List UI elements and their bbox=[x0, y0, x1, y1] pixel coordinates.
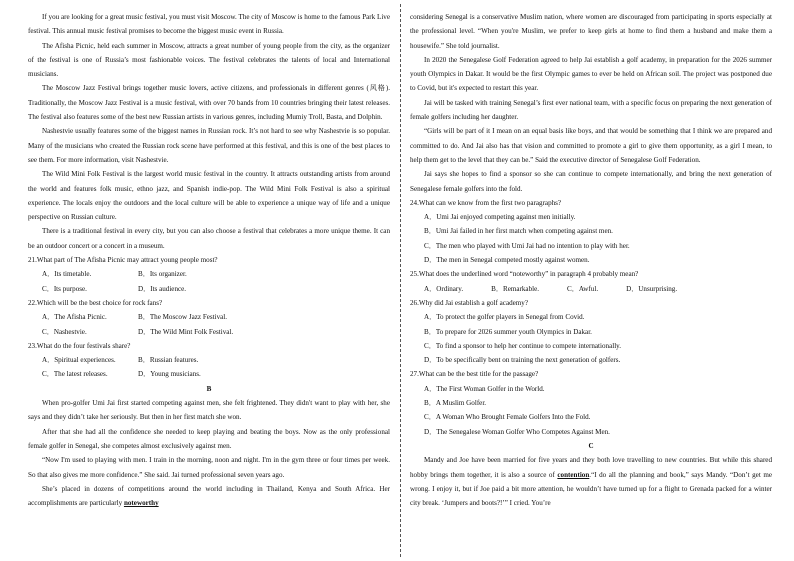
passage-a-paragraph-3: The Moscow Jazz Festival brings together music lovers, active citizens, and professionals in different genres (风格). Traditionally, the Moscow Jazz Festival is a music festival, with over 70 bands from 10 countries bringing their latest releases. The festival also features some of the best new Russian artists in various genres, including Mumiy Troll, Basta, and Dolphin. bbox=[28, 84, 390, 122]
question-21-options-2 bbox=[28, 282, 390, 296]
question-26-option-b: B．To prepare for 2026 summer youth Olympics in Dakar. bbox=[424, 327, 592, 336]
question-22-option-c: C．Nashestvie. bbox=[42, 327, 87, 336]
question-21-option-b: B．Its organizer. bbox=[138, 270, 187, 279]
passage-a-paragraph-5: The Wild Mini Folk Festival is the largest world music festival in the country. It attracts outstanding artists from around the world and features folk music, ethno jazz, and Spanish indie-pop. The Wild Mini Folk Festival is also a spiritual experience. The locals enjoy the outdoors and the local culture will be able to experience a unique way of life and a unique perspective on Russian culture. bbox=[28, 170, 390, 222]
underlined-word-noteworthy: noteworthy bbox=[123, 499, 159, 508]
question-27-stem: 27.What can be the best title for the passage? bbox=[410, 370, 539, 379]
passage-b-paragraph-8: Jai says she hopes to find a sponsor so she can continue to compete internationally, and bring the next generation of Senegalese female golfers into the fold. bbox=[410, 170, 772, 193]
question-21-stem: 21.What part of The Afisha Picnic may attract young people most? bbox=[28, 256, 218, 265]
question-25-option-d: D．Unsurprising. bbox=[626, 284, 678, 293]
question-25-option-b: B．Remarkable. bbox=[491, 284, 540, 293]
passage-c-before: Mandy and Joe have been married for five years and they both love travelling to new countries. But while this shared hobby brings them together, it is also a source of bbox=[410, 456, 772, 479]
question-24-option-c: C．The men who played with Umi Jai had no intention to play with her. bbox=[424, 241, 630, 250]
question-26-stem: 26.Why did Jai establish a golf academy? bbox=[410, 298, 528, 307]
section-c-heading: C bbox=[588, 441, 594, 450]
passage-b-paragraph-1: When pro-golfer Umi Jai first started competing against men, she felt frightened. They didn't want to play with her, she says and they didn’t take her seriously. But then in her first match she won. bbox=[28, 399, 390, 422]
question-24-option-a: A．Umi Jai enjoyed competing against men initially. bbox=[424, 213, 576, 222]
question-27-option-b: B．A Muslim Golfer. bbox=[424, 399, 487, 408]
column-divider bbox=[400, 4, 401, 557]
question-21-option-a: A．Its timetable. bbox=[42, 270, 92, 279]
question-22-options bbox=[28, 310, 390, 324]
passage-a-paragraph-4: Nashestvie usually features some of the biggest names in Russian rock. It’s not hard to see why Nashestvie is so popular. Many of the musicians who created the Russian rock scene have performed at this festival, and this is one of the best places to see them. For more information, visit Nashestvie. bbox=[28, 127, 390, 164]
question-27-option-d: D．The Senegalese Woman Golfer Who Competes Against Men. bbox=[424, 427, 610, 436]
question-26-option-a: A．To protect the golfer players in Senegal from Covid. bbox=[424, 313, 585, 322]
passage-a-paragraph-6: There is a traditional festival in every city, but you can also choose a festival that celebrates a more unique theme. It can be an outdoor concert or a concert in a museum. bbox=[28, 227, 390, 250]
question-26-option-d: D．To be specifically bent on training the next generation of golfers. bbox=[424, 356, 621, 365]
passage-c-paragraph-1 bbox=[410, 453, 772, 510]
question-24-option-b: B．Umi Jai failed in her first match when competing against men. bbox=[424, 227, 613, 236]
left-column bbox=[28, 10, 390, 510]
section-b-heading: B bbox=[206, 384, 212, 393]
question-25-stem: 25.What does the underlined word “noteworthy” in paragraph 4 probably mean? bbox=[410, 270, 639, 279]
passage-c-after: .“I do all the planning and book,” says Mandy. “Don’t get me wrong. I enjoy it, but if Joe paid a bit more attention, he wouldn’t have turned up for a flight to Grenada packed for a winter city break. ‘Jumpers and boots?!’” I cried. You’re bbox=[410, 470, 772, 508]
question-23-options bbox=[28, 353, 390, 367]
question-21-options bbox=[28, 267, 390, 281]
question-22-stem: 22.Which will be the best choice for rock fans? bbox=[28, 298, 163, 307]
question-22-option-a: A．The Afisha Picnic. bbox=[42, 313, 107, 322]
question-25-option-a: A．Ordinary. bbox=[424, 284, 464, 293]
right-column bbox=[410, 10, 772, 510]
passage-b-paragraph-4-continued: considering Senegal is a conservative Muslim nation, where women are discouraged from participating in sports especially at the professional level. “When you're Muslim, we prefer to keep girls at home to find them a husband and make them a housewife.” She told journalist. bbox=[410, 13, 772, 50]
passage-a-paragraph-1: If you are looking for a great music festival, you must visit Moscow. The city of Moscow is home to the famous Park Live festival. This annual music festival promises to become the biggest music event in Russia. bbox=[28, 13, 390, 36]
question-27-option-a: A．The First Woman Golfer in the World. bbox=[424, 384, 545, 393]
question-22-option-d: D．The Wild Mint Folk Festival. bbox=[138, 327, 234, 336]
question-23-option-c: C．The latest releases. bbox=[42, 370, 108, 379]
question-27-option-c: C．A Woman Who Brought Female Golfers Into the Fold. bbox=[424, 413, 591, 422]
passage-b-paragraph-6: Jai will be tasked with training Senegal’s first ever national team, with a specific focus on preparing the next generation of female golfers including her daughter. bbox=[410, 98, 772, 122]
question-23-option-a: A．Spiritual experiences. bbox=[42, 356, 116, 365]
question-25-option-c: C．Awful. bbox=[567, 284, 599, 293]
question-23-options-2 bbox=[28, 367, 390, 381]
question-21-option-d: D．Its audience. bbox=[138, 284, 187, 293]
question-24-stem: 24.What can we know from the first two paragraphs? bbox=[410, 198, 562, 207]
question-22-options-2 bbox=[28, 325, 390, 339]
question-24-option-d: D．The men in Senegal competed mostly against women. bbox=[424, 256, 590, 265]
passage-b-paragraph-5: In 2020 the Senegalese Golf Federation agreed to help Jai establish a golf academy, in preparation for the 2026 summer youth Olympics in Dakar. It would be the first Olympic games to ever be held on African soil. The project was postponed due to Covid, but it's expected to restart this year. bbox=[410, 55, 772, 93]
question-22-option-b: B．The Moscow Jazz Festival. bbox=[138, 313, 228, 322]
question-26-option-c: C．To find a sponsor to help her continue to compete internationally. bbox=[424, 341, 622, 350]
question-25-options bbox=[410, 282, 772, 296]
passage-b-paragraph-7: “Girls will be part of it I mean on an equal basis like boys, and that would be something that I think we are prepared and committed to do. And Jai also has that vision and committed to promote a girl to give them opportunity, as a girl I mean, to help them get to the level that they can be.” Said the executive director of Senegalese Golf Federation. bbox=[410, 127, 772, 164]
question-23-option-b: B．Russian features. bbox=[138, 356, 199, 365]
question-23-stem: 23.What do the four festivals share? bbox=[28, 341, 131, 350]
passage-b-p4-before: She’s placed in dozens of competitions around the world including in Thailand, Kenya and South Africa. Her accomplishments are particularly bbox=[28, 484, 390, 508]
passage-b-paragraph-3: “Now I'm used to playing with men. I train in the morning, noon and night. I'm in the gym three or four times per week. So that also gives me more confidence.” She said. Jai turned professional seven years ago. bbox=[28, 456, 390, 479]
question-21-option-c: C．Its purpose. bbox=[42, 284, 87, 293]
passage-b-paragraph-2: After that she had all the confidence she needed to keep playing and beating the boys. Now as the only professional female golfer in Senegal, she competes almost exclusively against men. bbox=[28, 427, 390, 450]
underlined-word-contention: contention bbox=[557, 470, 590, 479]
question-23-option-d: D．Young musicians. bbox=[138, 370, 201, 379]
passage-a-paragraph-2: The Afisha Picnic, held each summer in Moscow, attracts a great number of young people from the city, as the organizer of the festival is one of Russia’s most fashionable voices. The festival celebrates the talents of local and International musicians. bbox=[28, 41, 390, 79]
passage-b-paragraph-4-start bbox=[28, 482, 390, 511]
